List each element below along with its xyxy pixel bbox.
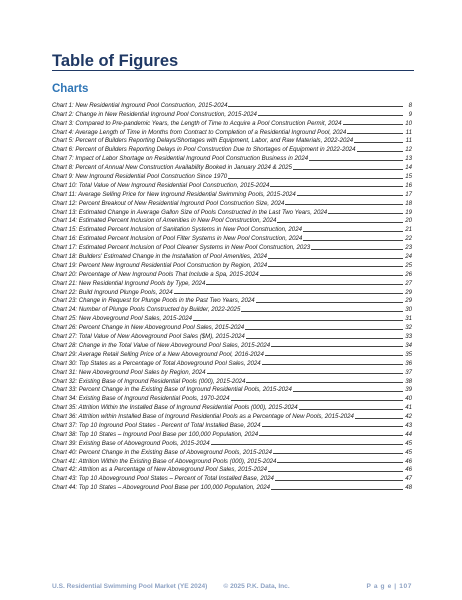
section-heading: Charts xyxy=(52,83,89,95)
toc-entry[interactable] xyxy=(52,189,412,198)
toc-leader-line xyxy=(260,275,403,276)
toc-leader-line xyxy=(206,284,403,285)
toc-leader-line xyxy=(303,231,403,232)
toc-entry-title: Chart 18: Builders' Estimated Change in the Installation of Pool Amenities, 2024 xyxy=(52,253,268,261)
page-title: Table of Figures xyxy=(52,52,179,70)
toc-entry-title: Chart 4: Average Length of Time in Months from Contract to Completion of a Residential Inground Pool, 2024 xyxy=(52,128,347,136)
toc-leader-line xyxy=(259,435,403,436)
toc-entry-page: 23 xyxy=(405,244,412,252)
toc-entry[interactable] xyxy=(52,251,412,260)
toc-entry[interactable] xyxy=(52,100,412,109)
toc-entry[interactable] xyxy=(52,420,412,429)
footer-separator: | xyxy=(394,583,397,590)
toc-entry[interactable] xyxy=(52,153,412,162)
toc-entry-page: 11 xyxy=(405,137,412,145)
toc-entry-page: 14 xyxy=(405,164,412,172)
toc-entry-page: 18 xyxy=(405,199,412,207)
toc-entry-page: 29 xyxy=(405,288,412,296)
toc-entry[interactable] xyxy=(52,304,412,313)
toc-entry-title: Chart 14: Estimated Percent Inclusion of Amenities in New Pool Construction, 2024 xyxy=(52,217,277,225)
toc-entry-page: 26 xyxy=(405,270,412,278)
toc-entry-title: Chart 12: Percent Breakout of New Residential Inground Pool Construction Size, 2024 xyxy=(52,199,285,207)
toc-entry-page: 45 xyxy=(405,448,412,456)
toc-leader-line xyxy=(211,444,403,445)
toc-leader-line xyxy=(347,133,403,134)
toc-entry-title: Chart 21: New Residential Inground Pools by Type, 2024 xyxy=(52,279,206,287)
toc-leader-line xyxy=(262,364,403,365)
toc-entry-page: 11 xyxy=(405,128,412,136)
toc-leader-line xyxy=(268,471,403,472)
toc-leader-line xyxy=(303,240,403,241)
toc-leader-line xyxy=(273,453,403,454)
toc-leader-line xyxy=(277,222,403,223)
toc-entry[interactable] xyxy=(52,447,412,456)
toc-leader-line xyxy=(262,426,403,427)
toc-entry-title: Chart 28: Change in the Total Value of New Aboveground Pool Sales, 2015-2024 xyxy=(52,341,271,349)
toc-entry-page: 10 xyxy=(405,119,412,127)
toc-entry-title: Chart 39: Existing Base of Aboveground Pools, 2015-2024 xyxy=(52,439,210,447)
toc-entry-page: 17 xyxy=(405,190,412,198)
toc-entry-title: Chart 25: New Aboveground Pool Sales, 2015-2024 xyxy=(52,315,193,323)
toc-entry-page: 43 xyxy=(405,421,412,429)
toc-leader-line xyxy=(357,151,403,152)
toc-leader-line xyxy=(271,346,403,347)
toc-entry-title: Chart 43: Top 10 Aboveground Pool States – Percent of Total Installed Base, 2024 xyxy=(52,475,274,483)
toc-entry-page: 33 xyxy=(405,333,412,341)
toc-leader-line xyxy=(355,418,403,419)
toc-leader-line xyxy=(277,462,403,463)
toc-entry[interactable] xyxy=(52,162,412,171)
footer-report-title: U.S. Residential Swimming Pool Market (YE 2024) xyxy=(52,583,208,590)
toc-entry[interactable] xyxy=(52,340,412,349)
toc-entry-page: 27 xyxy=(405,279,412,287)
toc-entry-title: Chart 23: Change in Request for Plunge Pools in the Past Two Years, 2024 xyxy=(52,297,255,305)
toc-leader-line xyxy=(299,409,403,410)
toc-entry-title: Chart 32: Existing Base of Inground Residential Pools (000), 2015-2024 xyxy=(52,377,246,385)
toc-leader-line xyxy=(265,355,403,356)
toc-entry[interactable] xyxy=(52,278,412,287)
toc-entry-title: Chart 8: Percent of Annual New Construction Availability Booked in January 2024 & 2025 xyxy=(52,164,292,172)
toc-entry-title: Chart 29: Average Retail Selling Price of a New Aboveground Pool, 2016-2024 xyxy=(52,350,264,358)
footer-page-word: P a g e xyxy=(366,583,392,590)
toc-entry-page: 20 xyxy=(405,217,412,225)
toc-entry-page: 40 xyxy=(405,395,412,403)
toc-entry-page: 34 xyxy=(405,341,412,349)
toc-leader-line xyxy=(293,391,403,392)
toc-leader-line xyxy=(241,311,403,312)
toc-entry-title: Chart 41: Attrition Within the Existing Base of Aboveground Pools (000), 2015-2024 xyxy=(52,457,277,465)
toc-entry-title: Chart 30: Top States as a Percentage of Total Aboveground Pool Sales, 2024 xyxy=(52,359,261,367)
toc-entry[interactable] xyxy=(52,216,412,225)
toc-entry[interactable] xyxy=(52,411,412,420)
toc-entry-title: Chart 3: Compared to Pre-pandemic Years, the Length of Time to Acquire a Pool Construction Permit, 2024 xyxy=(52,119,342,127)
toc-entry-title: Chart 9: New Inground Residential Pool Construction Since 1970 xyxy=(52,173,228,181)
toc-leader-line xyxy=(207,373,403,374)
toc-entry[interactable] xyxy=(52,331,412,340)
toc-entry-page: 44 xyxy=(405,430,412,438)
toc-entry-page: 16 xyxy=(405,181,412,189)
toc-leader-line xyxy=(285,204,403,205)
toc-leader-line xyxy=(246,338,403,339)
toc-leader-line xyxy=(174,293,403,294)
page-footer xyxy=(52,583,412,590)
toc-entry-page: 48 xyxy=(405,484,412,492)
toc-entry-page: 21 xyxy=(405,226,412,234)
toc-entry[interactable] xyxy=(52,429,412,438)
toc-entry-title: Chart 33: Percent Change in the Existing Base of Inground Residential Pools, 2015-2024 xyxy=(52,386,292,394)
toc-entry-title: Chart 5: Percent of Builders Reporting Delays/Shortages with Equipment, Labor, and Raw Materials, 2022-2024 xyxy=(52,137,354,145)
toc-entry[interactable] xyxy=(52,385,412,394)
toc-entry[interactable] xyxy=(52,242,412,251)
toc-entry-page: 37 xyxy=(405,368,412,376)
toc-entry[interactable] xyxy=(52,349,412,358)
toc-entry-title: Chart 6: Percent of Builders Reporting Delays in Pool Construction Due to Shortages of Equipment in 2022-2024 xyxy=(52,146,356,154)
toc-entry[interactable] xyxy=(52,144,412,153)
toc-entry-page: 42 xyxy=(405,413,412,421)
toc-entry-title: Chart 37: Top 10 Inground Pool States - Percent of Total Installed Base, 2024 xyxy=(52,421,261,429)
toc-entry[interactable] xyxy=(52,198,412,207)
toc-entry-page: 46 xyxy=(405,466,412,474)
toc-entry[interactable] xyxy=(52,269,412,278)
toc-entry[interactable] xyxy=(52,465,412,474)
toc-entry[interactable] xyxy=(52,260,412,269)
toc-entry[interactable] xyxy=(52,358,412,367)
toc-entry-title: Chart 44: Top 10 States – Aboveground Pool Base per 100,000 Population, 2024 xyxy=(52,484,271,492)
toc-entry[interactable] xyxy=(52,207,412,216)
toc-entry-title: Chart 1: New Residential Inground Pool Construction, 2015-2024 xyxy=(52,101,228,109)
toc-entry-title: Chart 36: Attrition within Installed Base of Inground Residential Pools as a Percentage of New Pools, 2015-2024 xyxy=(52,413,354,421)
toc-entry-page: 22 xyxy=(405,235,412,243)
toc-entry-title: Chart 11: Average Selling Price for New Inground Residential Swimming Pools, 2015-2024 xyxy=(52,190,296,198)
toc-entry-page: 47 xyxy=(405,475,412,483)
toc-entry[interactable] xyxy=(52,296,412,305)
toc-leader-line xyxy=(268,266,403,267)
toc-entry[interactable] xyxy=(52,393,412,402)
toc-entry[interactable] xyxy=(52,367,412,376)
toc-entry[interactable] xyxy=(52,287,412,296)
toc-entry-page: 41 xyxy=(405,404,412,412)
toc-leader-line xyxy=(256,302,403,303)
toc-entry-page: 38 xyxy=(405,377,412,385)
toc-entry-title: Chart 27: Total Value of New Aboveground Pool Sales ($M), 2015-2024 xyxy=(52,333,245,341)
toc-entry[interactable] xyxy=(52,438,412,447)
toc-entry-page: 32 xyxy=(405,324,412,332)
toc-entry[interactable] xyxy=(52,180,412,189)
toc-leader-line xyxy=(309,160,403,161)
toc-entry[interactable] xyxy=(52,456,412,465)
table-of-figures-list xyxy=(52,100,412,491)
toc-entry-page: 45 xyxy=(405,439,412,447)
toc-entry-title: Chart 19: Percent New Inground Residential Pool Construction by Region, 2024 xyxy=(52,261,268,269)
toc-entry[interactable] xyxy=(52,109,412,118)
toc-entry[interactable] xyxy=(52,171,412,180)
toc-entry-title: Chart 24: Number of Plunge Pools Constructed by Builder, 2022-2025 xyxy=(52,306,241,314)
toc-leader-line xyxy=(328,213,403,214)
toc-entry[interactable] xyxy=(52,402,412,411)
toc-entry-page: 29 xyxy=(405,297,412,305)
toc-entry-title: Chart 40: Percent Change in the Existing Base of Aboveground Pools, 2015-2024 xyxy=(52,448,272,456)
toc-entry[interactable] xyxy=(52,118,412,127)
toc-entry-page: 9 xyxy=(408,110,412,118)
toc-entry-title: Chart 15: Estimated Percent Inclusion of Sanitation Systems in New Pool Construction, 2024 xyxy=(52,226,302,234)
toc-entry-page: 8 xyxy=(408,101,412,109)
toc-entry-page: 39 xyxy=(405,386,412,394)
toc-leader-line xyxy=(268,258,403,259)
toc-leader-line xyxy=(311,249,403,250)
toc-entry-page: 13 xyxy=(405,155,412,163)
toc-entry-title: Chart 17: Estimated Percent Inclusion of Pool Cleaner Systems in New Pool Construction, 2023 xyxy=(52,244,311,252)
toc-leader-line xyxy=(343,124,403,125)
toc-leader-line xyxy=(245,329,403,330)
toc-entry[interactable] xyxy=(52,127,412,136)
toc-leader-line xyxy=(228,178,403,179)
toc-entry-title: Chart 35: Attrition Within the Installed Base of Inground Residential Pools (000), 2015-2024 xyxy=(52,404,298,412)
toc-entry[interactable] xyxy=(52,224,412,233)
toc-leader-line xyxy=(293,169,403,170)
toc-entry[interactable] xyxy=(52,473,412,482)
toc-entry-title: Chart 31: New Aboveground Pool Sales by Region, 2024 xyxy=(52,368,206,376)
toc-entry[interactable] xyxy=(52,322,412,331)
toc-leader-line xyxy=(270,186,403,187)
toc-leader-line xyxy=(354,142,403,143)
toc-entry-title: Chart 13: Estimated Change in Average Gallon Size of Pools Constructed in the Last Two Years, 2024 xyxy=(52,208,328,216)
toc-leader-line xyxy=(297,195,403,196)
toc-leader-line xyxy=(246,382,403,383)
toc-entry-page: 24 xyxy=(405,253,412,261)
toc-entry-title: Chart 22: Build Inground Plunge Pools, 2024 xyxy=(52,288,173,296)
toc-entry-title: Chart 38: Top 10 States – Inground Pool Base per 100,000 Population, 2024 xyxy=(52,430,259,438)
toc-entry-page: 35 xyxy=(405,350,412,358)
toc-entry-page: 36 xyxy=(405,359,412,367)
toc-entry[interactable] xyxy=(52,233,412,242)
toc-entry-page: 46 xyxy=(405,457,412,465)
toc-entry-title: Chart 20: Percentage of New Inground Pools That Include a Spa, 2015-2024 xyxy=(52,270,259,278)
toc-entry-title: Chart 34: Existing Base of Inground Residential Pools, 1970-2024 xyxy=(52,395,230,403)
toc-entry[interactable] xyxy=(52,136,412,145)
toc-entry-title: Chart 10: Total Value of New Inground Residential Pool Construction, 2015-2024 xyxy=(52,181,270,189)
toc-leader-line xyxy=(228,106,403,107)
toc-entry-page: 12 xyxy=(405,146,412,154)
toc-entry[interactable] xyxy=(52,482,412,491)
toc-leader-line xyxy=(258,115,403,116)
footer-page-indicator xyxy=(367,583,412,590)
toc-entry-title: Chart 26: Percent Change in New Aboveground Pool Sales, 2015-2024 xyxy=(52,324,245,332)
title-underline xyxy=(52,70,414,71)
toc-leader-line xyxy=(271,489,403,490)
toc-leader-line xyxy=(193,320,403,321)
toc-entry-page: 30 xyxy=(405,306,412,314)
toc-entry-title: Chart 7: Impact of Labor Shortage on Residential Inground Pool Construction Business in 2024 xyxy=(52,155,309,163)
toc-leader-line xyxy=(231,400,403,401)
toc-entry-title: Chart 42: Attrition as a Percentage of New Aboveground Pool Sales, 2015-2024 xyxy=(52,466,267,474)
footer-copyright: © 2025 P.K. Data, Inc. xyxy=(223,583,290,590)
toc-entry-page: 31 xyxy=(405,315,412,323)
toc-entry-page: 25 xyxy=(405,261,412,269)
toc-entry-page: 15 xyxy=(405,173,412,181)
toc-leader-line xyxy=(275,480,403,481)
toc-entry[interactable] xyxy=(52,313,412,322)
toc-entry-title: Chart 16: Estimated Percent Inclusion of Pool Filter Systems in New Pool Construction, 2024 xyxy=(52,235,303,243)
toc-entry-title: Chart 2: Change in New Residential Inground Pool Construction, 2015-2024 xyxy=(52,110,257,118)
toc-entry[interactable] xyxy=(52,376,412,385)
footer-page-number: 107 xyxy=(399,583,412,590)
toc-entry-page: 19 xyxy=(405,208,412,216)
